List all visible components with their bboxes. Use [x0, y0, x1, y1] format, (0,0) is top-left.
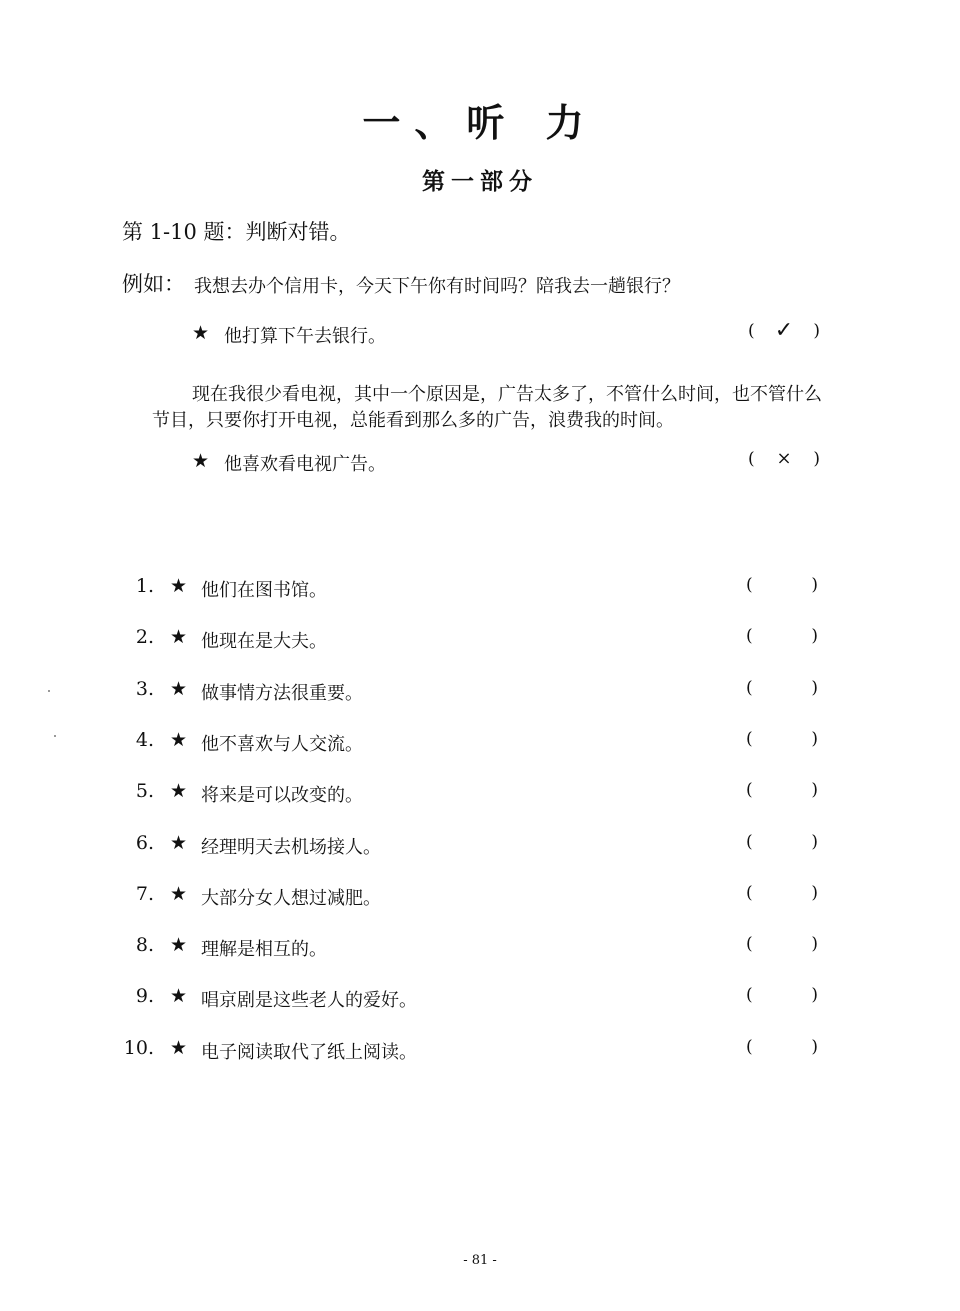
question-statement: 唱京剧是这些老人的爱好。 — [201, 990, 417, 1011]
example-label: 例如： — [122, 272, 185, 296]
scan-speck — [48, 690, 50, 692]
paren-close: ) — [811, 985, 818, 1005]
star-icon: ★ — [170, 729, 188, 751]
star-icon: ★ — [192, 450, 210, 472]
paren-open: ( — [746, 985, 753, 1005]
answer-box[interactable] — [746, 1037, 818, 1057]
question-statement: 大部分女人想过减肥。 — [201, 888, 381, 909]
section-title: 一、听 力 — [362, 100, 598, 145]
star-icon: ★ — [192, 322, 210, 344]
paren-open: ( — [748, 448, 755, 469]
star-icon: ★ — [170, 934, 188, 956]
question-statement: 他现在是大夫。 — [201, 631, 327, 652]
question-number: 10. — [123, 1037, 154, 1059]
paren-open: ( — [746, 883, 753, 903]
question-number: 2. — [135, 626, 154, 648]
star-icon: ★ — [170, 626, 188, 648]
paren-open: ( — [746, 678, 753, 698]
page-number: - 81 - — [463, 1253, 497, 1268]
star-icon: ★ — [170, 832, 188, 854]
paren-close: ) — [813, 320, 820, 341]
paren-open: ( — [746, 1037, 753, 1057]
paren-close: ) — [811, 575, 818, 595]
question-number: 1. — [135, 575, 154, 597]
instructions: 第 1-10 题：判断对错。 — [122, 220, 351, 244]
question-statement: 经理明天去机场接人。 — [201, 837, 381, 858]
question-statement: 电子阅读取代了纸上阅读。 — [201, 1042, 417, 1063]
paren-close: ) — [811, 1037, 818, 1057]
paren-close: ) — [811, 934, 818, 954]
paren-close: ) — [811, 626, 818, 646]
example-dialogue: 我想去办个信用卡，今天下午你有时间吗？陪我去一趟银行？ — [194, 276, 680, 297]
question-statement: 理解是相互的。 — [201, 939, 327, 960]
example-statement: 他打算下午去银行。 — [224, 326, 386, 347]
answer-box[interactable] — [746, 780, 818, 800]
question-number: 4. — [135, 729, 154, 751]
question-number: 6. — [135, 832, 154, 854]
paren-open: ( — [746, 780, 753, 800]
question-number: 5. — [135, 780, 154, 802]
cross-mark-icon: × — [776, 448, 792, 469]
question-statement: 将来是可以改变的。 — [201, 785, 363, 806]
paren-open: ( — [746, 934, 753, 954]
paren-close: ) — [811, 832, 818, 852]
paren-open: ( — [746, 626, 753, 646]
paren-close: ) — [811, 780, 818, 800]
answer-box[interactable] — [746, 985, 818, 1005]
paren-open: ( — [746, 575, 753, 595]
question-statement: 做事情方法很重要。 — [201, 683, 363, 704]
paren-close: ) — [811, 729, 818, 749]
part-title: 第一部分 — [422, 168, 538, 195]
star-icon: ★ — [170, 883, 188, 905]
question-number: 7. — [135, 883, 154, 905]
star-icon: ★ — [170, 780, 188, 802]
scan-speck — [54, 735, 56, 737]
answer-box[interactable] — [746, 729, 818, 749]
answer-box[interactable] — [746, 678, 818, 698]
question-statement: 他不喜欢与人交流。 — [201, 734, 363, 755]
question-statement: 他们在图书馆。 — [201, 580, 327, 601]
answer-box[interactable] — [746, 626, 818, 646]
check-mark-icon: ✓ — [774, 318, 794, 343]
example-answer-box — [748, 448, 820, 469]
star-icon: ★ — [170, 1037, 188, 1059]
answer-box[interactable] — [746, 575, 818, 595]
paren-close: ) — [811, 883, 818, 903]
star-icon: ★ — [170, 678, 188, 700]
answer-box[interactable] — [746, 934, 818, 954]
paren-open: ( — [746, 729, 753, 749]
question-number: 9. — [135, 985, 154, 1007]
question-number: 3. — [135, 678, 154, 700]
answer-box[interactable] — [746, 883, 818, 903]
star-icon: ★ — [170, 985, 188, 1007]
paren-open: ( — [748, 320, 755, 341]
example-statement: 他喜欢看电视广告。 — [224, 454, 386, 475]
answer-box[interactable] — [746, 832, 818, 852]
paren-close: ) — [811, 678, 818, 698]
question-number: 8. — [135, 934, 154, 956]
paren-close: ) — [813, 448, 820, 469]
example-passage: 现在我很少看电视，其中一个原因是，广告太多了，不管什么时间，也不管什么节目，只要你打开电视，总能看到那么多的广告，浪费我的时间。 — [152, 384, 822, 431]
paren-open: ( — [746, 832, 753, 852]
example-answer-box — [748, 318, 820, 343]
star-icon: ★ — [170, 575, 188, 597]
